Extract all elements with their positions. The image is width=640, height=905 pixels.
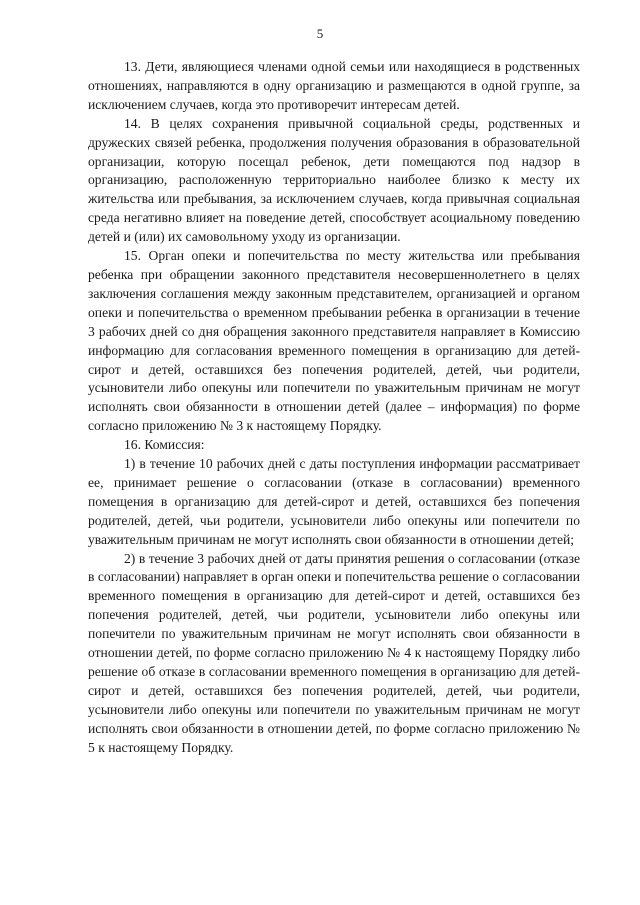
paragraph-13: 13. Дети, являющиеся членами одной семьи или находящиеся в родственных отношениях, направляются в одну организацию и размещаются в одной группе, за исключением случаев, когда это противоречит интересам детей. bbox=[88, 59, 580, 112]
page-number: 5 bbox=[316, 26, 324, 41]
document-body bbox=[88, 58, 580, 758]
paragraph-16-item-1: 1) в течение 10 рабочих дней с даты поступления информации рассматривает ее, принимает решение о согласовании (отказе в согласовании) временного помещения в организацию для детей-сирот и детей, оставшихся без попечения родителей, детей, чьи родители, усыновители либо опекуны или попечители по уважительным причинам не могут исполнять свои обязанности в отношении детей; bbox=[88, 456, 580, 547]
paragraph-16-heading: 16. Комиссия: bbox=[124, 437, 205, 453]
paragraph-16-item-2: 2) в течение 3 рабочих дней от даты принятия решения о согласовании (отказе в согласовании) направляет в орган опеки и попечительства решение о согласовании временного помещения в организацию для детей-сирот и детей, оставшихся без попечения родителей, детей, чьи родители, усыновители либо опекуны или попечители по уважительным причинам не могут исполнять свои обязанности в отношении детей, по форме согласно приложению № 4 к настоящему Порядку либо решение об отказе в согласовании временного помещения в организацию для детей-сирот и детей, оставшихся без попечения родителей, детей, чьи родители, усыновители либо опекуны или попечители по уважительным причинам не могут исполнять свои обязанности в отношении детей, по форме согласно приложению № 5 к настоящему Порядку. bbox=[88, 550, 580, 755]
paragraph-14: 14. В целях сохранения привычной социальной среды, родственных и дружеских связей ребенка, продолжения получения образования в образовательной организации, которую посещал ребенок, дети помещаются под надзор в организацию, расположенную территориально наиболее близко к месту их жительства или пребывания, за исключением случаев, когда привычная социальная среда негативно влияет на поведение детей, способствует асоциальному поведению детей и (или) их самовольному уходу из организации. bbox=[88, 115, 580, 245]
paragraph-15: 15. Орган опеки и попечительства по месту жительства или пребывания ребенка при обращении законного представителя несовершеннолетнего в целях заключения соглашения между законным представителем, организацией и органом опеки и попечительства о временном пребывании ребенка в организации в течение 3 рабочих дней со дня обращения законного представителя направляет в Комиссию информацию для согласования временного помещения в организацию для детей-сирот и детей, оставшихся без попечения родителей, детей, чьи родители, усыновители либо опекуны или попечители по уважительным причинам не могут исполнять свои обязанности в отношении детей (далее – информация) по форме согласно приложению № 3 к настоящему Порядку. bbox=[88, 248, 580, 434]
